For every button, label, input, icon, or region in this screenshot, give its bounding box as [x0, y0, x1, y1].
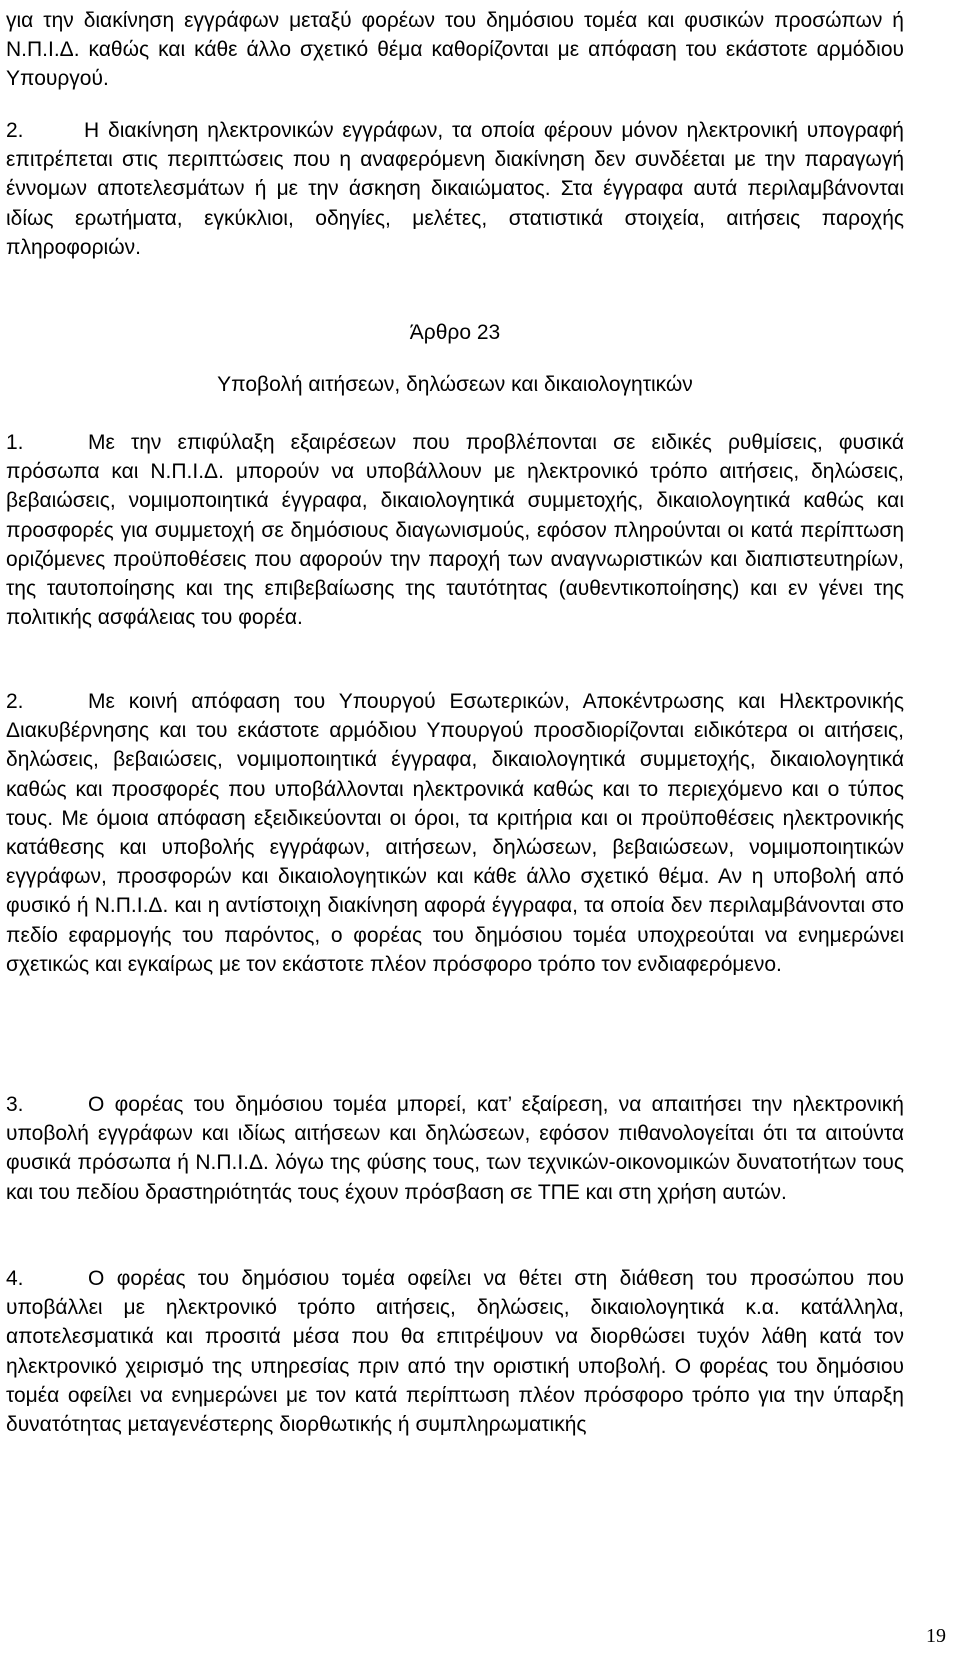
paragraph-number: 3.	[6, 1093, 24, 1116]
paragraph-number: 2.	[6, 690, 24, 713]
paragraph-number: 4.	[6, 1267, 24, 1290]
paragraph-2	[6, 116, 904, 262]
paragraph-number: 1.	[6, 431, 24, 454]
paragraph-text: για την διακίνηση εγγράφων μεταξύ φορέων του δημόσιου τομέα και φυσικών προσώπων ή Ν.Π.Ι.Δ. καθώς και κάθε άλλο σχετικό θέμα καθορίζονται με απόφαση του εκάστοτε αρμόδιου Υπουργού.	[6, 9, 904, 91]
paragraph-text: Η διακίνηση ηλεκτρονικών εγγράφων, τα οποία φέρουν μόνον ηλεκτρονική υπογραφή επιτρέπεται στις περιπτώσεις που η αναφερόμενη διακίνηση δεν συνδέεται με την παραγωγή έννομων αποτελεσμάτων ή με την άσκηση δικαιώματος. Στα έγγραφα αυτά περιλαμβάνονται ιδίως ερωτήματα, εγκύκλιοι, οδηγίες, μελέτες, στατιστικά στοιχεία, αιτήσεις παροχής πληροφοριών.	[6, 119, 904, 259]
paragraph-text: Ο φορέας του δημόσιου τομέα οφείλει να θέτει στη διάθεση του προσώπου που υποβάλλει με ηλεκτρονικό τρόπο αιτήσεις, δηλώσεις, δικαιολογητικά κ.α. κατάλληλα, αποτελεσματικά και προσιτά μέσα που θα επιτρέψουν να διορθώσει τυχόν λάθη κατά τον ηλεκτρονικό χειρισμό της υπηρεσίας πριν από την οριστική υποβολή. Ο φορέας του δημόσιου τομέα οφείλει να ενημερώνει με τον κατά περίπτωση πλέον πρόσφορο τρόπο για την ύπαρξη δυνατότητας μεταγενέστερης διορθωτικής ή συμπληρωματικής	[6, 1267, 904, 1437]
article-title	[6, 370, 904, 399]
article-number-text: Άρθρο 23	[409, 321, 501, 344]
article-paragraph-4	[6, 1264, 904, 1439]
page-number: 19	[926, 1625, 946, 1647]
paragraph-text: Ο φορέας του δημόσιου τομέα μπορεί, κατ’ εξαίρεση, να απαιτήσει την ηλεκτρονική υποβολή εγγράφων και ιδίως αιτήσεων και δηλώσεων, εφόσον πιθανολογείται ότι τα αιτούντα φυσικά πρόσωπα ή Ν.Π.Ι.Δ. λόγω της φύσης τους, των τεχνικών-οικονομικών δυνατοτήτων τους και του πεδίου δραστηριότητάς τους έχουν πρόσβαση σε ΤΠΕ και στη χρήση αυτών.	[6, 1093, 904, 1204]
paragraph-number: 2.	[6, 119, 24, 142]
paragraph-continuation	[6, 6, 904, 94]
article-number	[6, 318, 904, 347]
paragraph-text: Με κοινή απόφαση του Υπουργού Εσωτερικών, Αποκέντρωσης και Ηλεκτρονικής Διακυβέρνησης και του εκάστοτε αρμόδιου Υπουργού προσδιορίζονται ειδικότερα οι αιτήσεις, δηλώσεις, βεβαιώσεις, νομιμοποιητικά έγγραφα, δικαιολογητικά συμμετοχής, δικαιολογητικά καθώς και προσφορές που υποβάλλονται ηλεκτρονικά καθώς και το περιεχόμενο και ο τύπος τους. Με όμοια απόφαση εξειδικεύονται οι όροι, τα κριτήρια και οι προϋποθέσεις ηλεκτρονικής κατάθεσης και υποβολής εγγράφων, αιτήσεων, δηλώσεων, βεβαιώσεων, νομιμοποιητικών εγγράφων, προσφορών και δικαιολογητικών και κάθε άλλο σχετικό θέμα. Αν η υποβολή από φυσικό ή Ν.Π.Ι.Δ. και η αντίστοιχη διακίνηση αφορά έγγραφα, τα οποία δεν περιλαμβάνονται στο πεδίο εφαρμογής του παρόντος, ο φορέας του δημόσιου τομέα υποχρεούται να ενημερώνει σχετικώς και εγκαίρως με τον εκάστοτε πλέον πρόσφορο τρόπο τον ενδιαφερόμενο.	[6, 690, 904, 976]
article-paragraph-1	[6, 428, 904, 632]
article-paragraph-3	[6, 1090, 904, 1207]
article-title-text: Υποβολή αιτήσεων, δηλώσεων και δικαιολογητικών	[217, 373, 693, 396]
paragraph-text: Με την επιφύλαξη εξαιρέσεων που προβλέπονται σε ειδικές ρυθμίσεις, φυσικά πρόσωπα και Ν.Π.Ι.Δ. μπορούν να υποβάλλουν με ηλεκτρονικό τρόπο αιτήσεις, δηλώσεις, βεβαιώσεις, νομιμοποιητικά έγγραφα, δικαιολογητικά συμμετοχής, δικαιολογητικά καθώς και προσφορές για συμμετοχή σε δημόσιους διαγωνισμούς, εφόσον πληρούνται οι κατά περίπτωση οριζόμενες προϋποθέσεις που αφορούν την παροχή των αναγνωριστικών και διαπιστευτηρίων, της ταυτοποίησης και της επιβεβαίωσης της ταυτότητας (αυθεντικοποίησης) και εν γένει της πολιτικής ασφάλειας του φορέα.	[6, 431, 904, 630]
article-paragraph-2	[6, 687, 904, 979]
